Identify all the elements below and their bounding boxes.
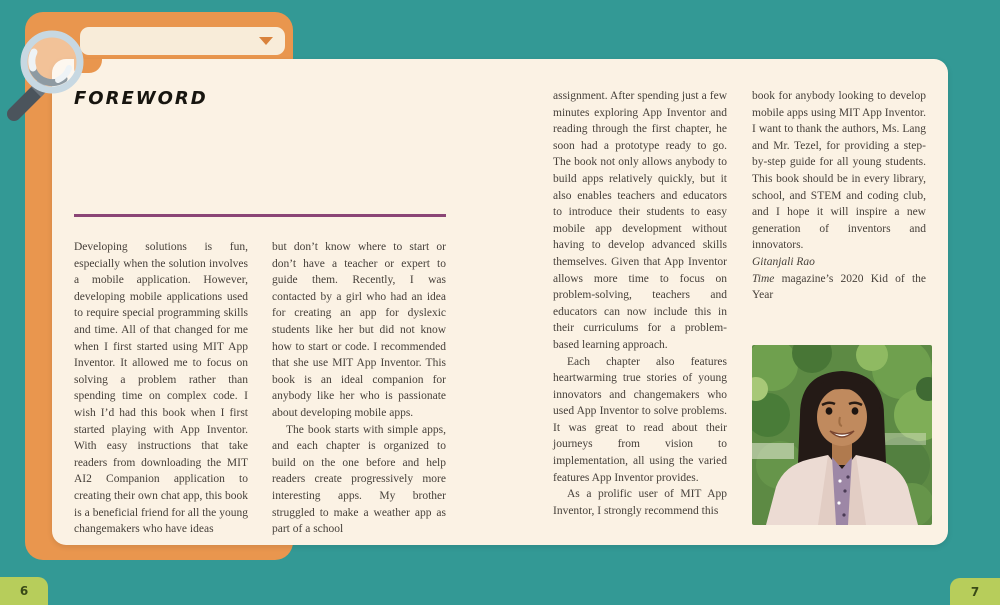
author-portrait-photo xyxy=(752,345,932,525)
text-column-4 xyxy=(752,88,926,304)
text-column-1 xyxy=(74,239,248,538)
paragraph: Each chapter also features heartwarming true stories of young innovators and changemakers who used App Inventor to solve problems. It was great to read about their journeys from vision to implementation, all using the varied features App Inventor provides. xyxy=(553,355,727,484)
credit-magazine-name: Time xyxy=(752,272,775,285)
text-column-3 xyxy=(553,88,727,519)
paragraph: The book starts with simple apps, and each chapter is organized to build on the one before and help readers create progressively more interesting apps. My brother struggled to make a weather app as part of a school xyxy=(272,423,446,536)
section-title: FOREWORD xyxy=(74,88,208,109)
page-number-label: 7 xyxy=(970,584,980,599)
title-divider-line xyxy=(74,214,446,217)
chevron-down-icon[interactable] xyxy=(259,37,273,45)
text-column-2 xyxy=(272,239,446,538)
paragraph: Developing solutions is fun, especially when the solution involves a mobile application. However, developing mobile applications used to require special programming skills and time. All of that changed for me when I first started using MIT App Inventor. It allowed me to focus on solving a problem rather than spending time on complex code. I wish I’d had this book when I first started playing with App Inventor. With easy instructions that take readers from downloading the MIT AI2 Companion application to creating their own chat app, this book is a beneficial friend for all the young changemakers who have ideas xyxy=(74,241,248,536)
paragraph: As a prolific user of MIT App Inventor, I strongly recommend this xyxy=(553,488,727,517)
paragraph: assignment. After spending just a few minutes exploring App Inventor and reading through the first chapter, he soon had a prototype ready to go. The book not only allows anybody to build apps relatively quickly, but it also enables teachers and educators to introduce their students to easy mobile app development without having to develop advanced skills themselves. Given that App Inventor allows more time to focus on problem-solving, teachers and educators can now include this in their curriculums for a problem-based learning approach. xyxy=(553,90,727,351)
page-number-left xyxy=(0,577,48,605)
page-number-right xyxy=(950,578,1000,605)
paragraph: but don’t know where to start or don’t have a teacher or expert to guide them. Recently, I was contacted by a girl who had an idea for creating an app for dyslexic students like her but did not know how to start or code. I recommended that she use MIT App Inventor. This book is an ideal companion for anybody like her who is passionate about developing mobile apps. xyxy=(272,241,446,419)
folder-label-dropdown[interactable] xyxy=(80,27,285,55)
magnifying-glass-icon xyxy=(0,18,96,128)
page-number-label: 6 xyxy=(19,584,29,598)
credit-text: magazine’s 2020 Kid of the Year xyxy=(752,272,926,302)
paragraph: book for anybody looking to develop mobile apps using MIT App Inventor. I want to thank the authors, Ms. Lang and Mr. Tezel, for providing a step-by-step guide for all young students. This book should be in every library, school, and STEM and coding club, and I hope it will inspire a new generation of inventors and innovators. xyxy=(752,90,926,252)
author-credit xyxy=(752,271,926,304)
author-signature: Gitanjali Rao xyxy=(752,255,815,268)
